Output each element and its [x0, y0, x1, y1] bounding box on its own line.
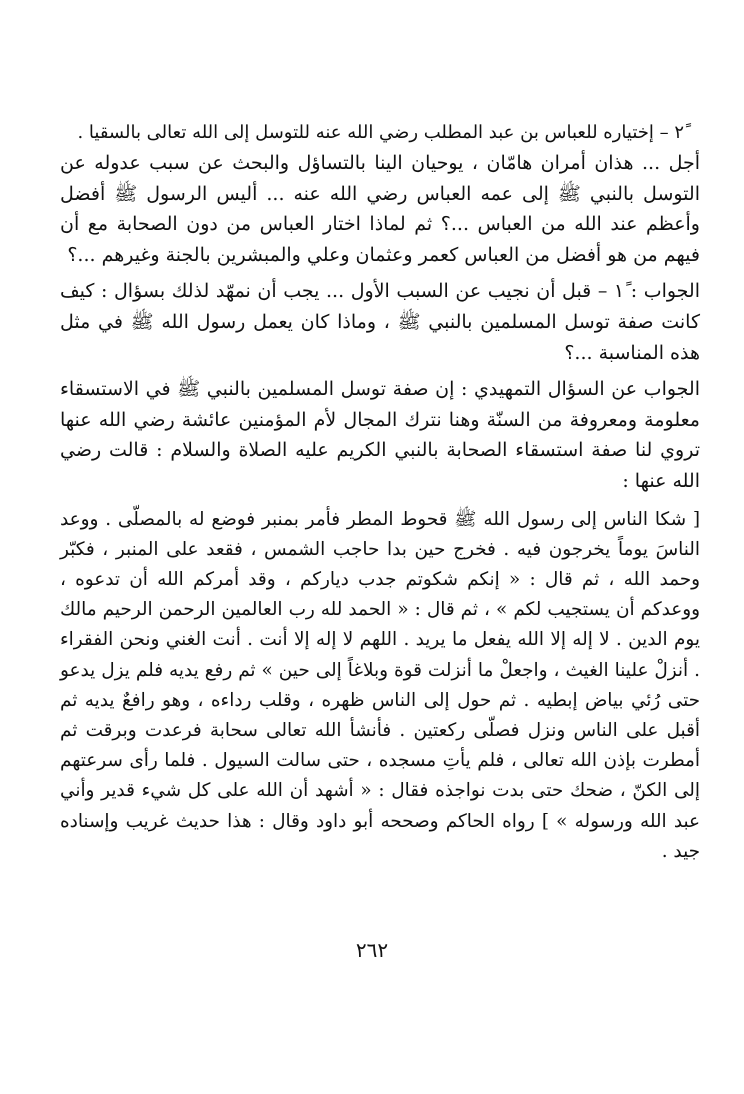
- section-heading: ٢ً – إختياره للعباس بن عبد المطلب رضي الله عنه للتوسل إلى الله تعالى بالسقيا .: [77, 122, 684, 143]
- paragraph-preliminary-answer: الجواب عن السؤال التمهيدي : إن صفة توسل المسلمين بالنبي ﷺ في الاستسقاء معلومة ومعروفة من السنّة وهنا نترك المجال لأم المؤمنين عائشة رضي الله عنها تروي لنا صفة استسقاء الصحابة بالنبي الكريم عليه الصلاة والسلام : قالت رضي الله عنها :: [60, 378, 700, 492]
- paragraph-answer-intro: الجواب : ١ً – قبل أن نجيب عن السبب الأول ... يجب أن نمهّد لذلك بسؤال : كيف كانت صفة توسل المسلمين بالنبي ﷺ ، وماذا كان يعمل رسول الله ﷺ في مثل هذه المناسبة ...؟: [60, 280, 701, 364]
- hadith-quote: [ شكا الناس إلى رسول الله ﷺ قحوط المطر فأمر بمنبر فوضع له بالمصلّى . ووعد الناسَ يوماً يخرجون فيه . فخرج حين بدا حاجب الشمس ، فقعد على المنبر ، فكبّر وحمد الله ، ثم قال : « إنكم شكوتم جدب دياركم ، وقد أمركم الله أن تدعوه ، ووعدكم أن يستجيب لكم » ، ثم قال : « الحمد لله رب العالمين الرحمن الرحيم مالك يوم الدين . لا إله إلا الله يفعل ما يريد . اللهم لا إله إلا أنت . أنت الغني ونحن الفقراء . أنزلْ علينا الغيث ، واجعلْ ما أنزلت قوة وبلاغاً إلى حين » ثم رفع يديه فلم يزل يدعو حتى رُئي بياض إبطيه . ثم حول إلى الناس ظهره ، وقلب رداءه ، وهو رافعٌ يديه ثم أقبل على الناس ونزل فصلّى ركعتين . فأنشأ الله تعالى سحابة فرعدت وبرقت ثم أمطرت بإذن الله تعالى ، فلم يأتِ مسجده ، حتى سالت السيول . فلما رأى سرعتهم إلى الكنّ ، ضحك حتى بدت نواجذه فقال : « أشهد أن الله على كل شيء قدير وأني عبد الله ورسوله » ] رواه الحاكم وصححه أبو داود وقال : هذا حديث غريب وإسناده جيد .: [60, 508, 700, 862]
- page-body: [60, 118, 700, 867]
- paragraph-questions: أجل ... هذان أمران هامّان ، يوحيان الينا بالتساؤل والبحث عن سبب عدوله عن التوسل بالنبي ﷺ إلى عمه العباس رضي الله عنه ... أليس الرسول ﷺ أفضل وأعظم عند الله من العباس ...؟ ثم لماذا اختار العباس من دون الصحابة مع أن فيهم من هو أفضل من العباس كعمر وعثمان وعلي والمبشرين بالجنة وغيرهم ...؟: [60, 152, 700, 266]
- page-number: ٢٦٢: [355, 938, 389, 962]
